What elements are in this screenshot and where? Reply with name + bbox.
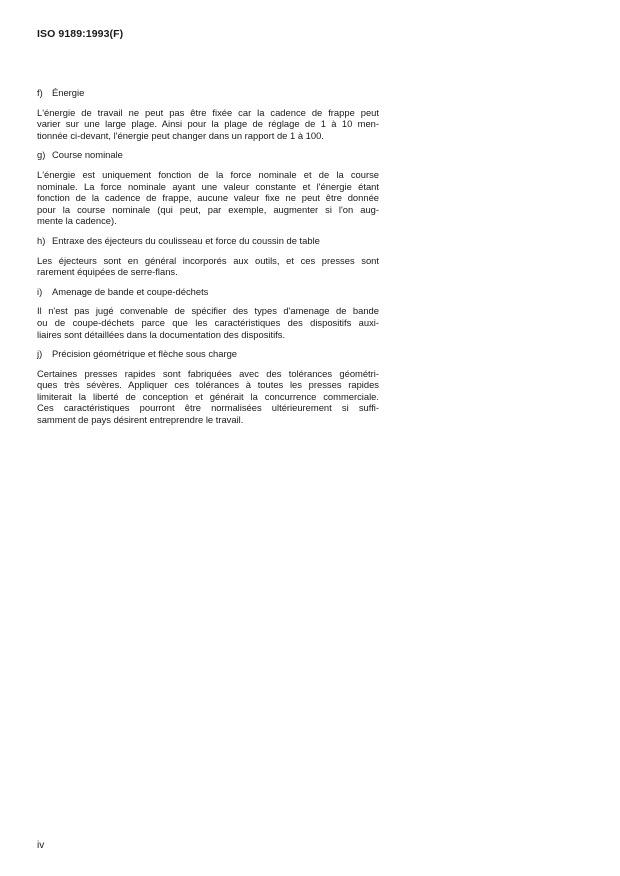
paragraph-line: Certaines presses rapides sont fabriquées avec des tolérances géométri- [37,367,379,379]
paragraph-line: varier sur une large plage. Ainsi pour la plage de réglage de 1 à 10 men- [37,118,379,130]
section-label: g) [37,149,46,161]
document-header: ISO 9189:1993(F) [37,28,124,40]
section-heading [37,348,379,360]
document-body [37,87,379,434]
section-label: j) [37,348,43,360]
section-paragraph [37,305,379,340]
section-paragraph [37,169,379,227]
section-title: Course nominale [52,149,123,161]
paragraph-line: pour la course nominale (qui peut, par exemple, augmenter si l'on aug- [37,203,379,215]
section-paragraph [37,255,379,278]
section-heading [37,149,379,161]
paragraph-line: ques très sévères. Appliquer ces tolérances à toutes les presses rapides [37,379,379,391]
paragraph-line: tionnée ci-devant, l'énergie peut changer dans un rapport de 1 à 100. [37,129,324,141]
section-heading [37,286,379,298]
paragraph-line: limiterait la liberté de conception et générait la concurrence commerciale. [37,390,379,402]
paragraph-line: mente la cadence). [37,215,117,227]
paragraph-line: fonction de la cadence de frappe, aucune valeur fixe ne peut être donnée [37,192,379,204]
page-number: iv [37,840,45,851]
section-title: Amenage de bande et coupe-déchets [52,285,209,297]
paragraph-line: L'énergie de travail ne peut pas être fixée car la cadence de frappe peut [37,106,379,118]
section-label: h) [37,234,46,246]
paragraph-line: liaires sont détaillées dans la documentation des dispositifs. [37,328,286,340]
section-title: Énergie [52,87,85,98]
paragraph-line: Les éjecteurs sont en général incorporés aux outils, et ces presses sont [37,254,379,266]
section-title: Entraxe des éjecteurs du coulisseau et force du coussin de table [52,234,320,246]
section-paragraph [37,368,379,426]
paragraph-line: L'énergie est uniquement fonction de la force nominale et de la course [37,168,379,180]
section-heading [37,87,379,99]
paragraph-line: samment de pays désirent entreprendre le travail. [37,414,244,426]
paragraph-line: Ces caractéristiques pourront être normalisées ultérieurement si suffi- [37,402,379,414]
section-heading [37,235,379,247]
paragraph-line: Il n'est pas jugé convenable de spécifier des types d'amenage de bande [37,305,379,317]
paragraph-line: ou de coupe-déchets parce que les caractéristiques des dispositifs auxi- [37,316,379,328]
section-label: f) [37,87,43,98]
section-label: i) [37,285,43,297]
paragraph-line: nominale. La force nominale ayant une valeur constante et l'énergie étant [37,180,379,192]
paragraph-line: rarement équipées de serre-flans. [37,266,178,278]
section-paragraph [37,107,379,142]
section-title: Précision géométrique et flèche sous charge [52,348,238,360]
